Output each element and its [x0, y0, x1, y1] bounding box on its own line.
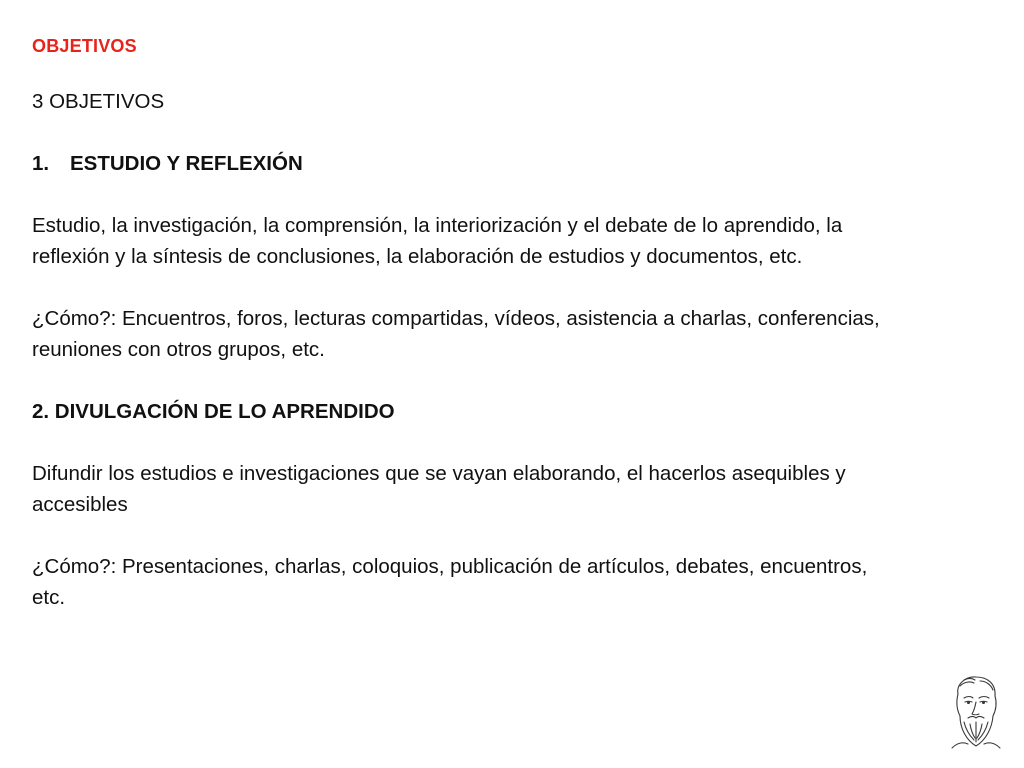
slide-content	[32, 86, 992, 613]
section2-how-line-2: etc.	[32, 586, 66, 609]
section2-heading: 2. DIVULGACIÓN DE LO APRENDIDO	[32, 400, 395, 423]
slide-kicker: OBJETIVOS	[32, 36, 137, 56]
section1-heading-text: ESTUDIO Y REFLEXIÓN	[70, 152, 303, 175]
section1-how-line-1: ¿Cómo?: Encuentros, foros, lecturas compartidas, vídeos, asistencia a charlas, conferencias,	[32, 307, 880, 330]
slide-subtitle: 3 OBJETIVOS	[32, 90, 165, 113]
section1-heading	[32, 148, 992, 179]
section2-paragraph-line-1: Difundir los estudios e investigaciones que se vayan elaborando, el hacerlos asequibles y	[32, 462, 846, 485]
section1-how-line-2: reuniones con otros grupos, etc.	[32, 338, 325, 361]
bearded-portrait-sketch-icon	[944, 672, 1008, 752]
section2-how-line-1: ¿Cómo?: Presentaciones, charlas, coloquios, publicación de artículos, debates, encuentros,	[32, 555, 868, 578]
section1-paragraph-line-1: Estudio, la investigación, la comprensión, la interiorización y el debate de lo aprendido, la	[32, 214, 843, 237]
section2-paragraph-line-2: accesibles	[32, 493, 128, 516]
section1-paragraph-line-2: reflexión y la síntesis de conclusiones, la elaboración de estudios y documentos, etc.	[32, 245, 803, 268]
section1-number: 1.	[32, 152, 50, 175]
